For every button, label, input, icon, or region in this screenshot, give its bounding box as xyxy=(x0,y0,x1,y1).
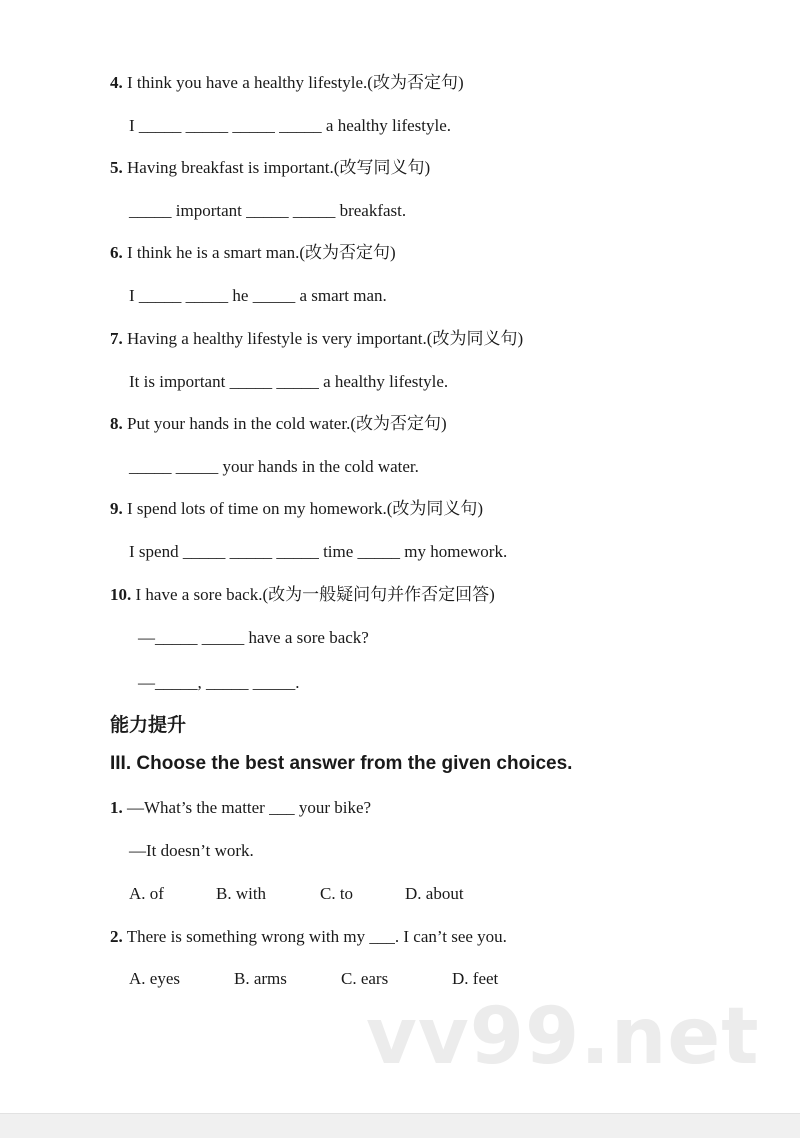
exercise-number: 10. xyxy=(110,585,132,604)
mc-text: There is something wrong with my ___. I can’t see you. xyxy=(122,927,507,946)
exercise-number: 6. xyxy=(110,243,123,262)
exercise-number: 9. xyxy=(110,499,123,518)
exercise-number: 4. xyxy=(110,73,123,92)
exercise-6-answer: I _____ _____ he _____ a smart man. xyxy=(129,286,387,305)
exercise-text: I think you have a healthy lifestyle.(改为否定句) xyxy=(122,73,464,92)
exercise-10-answer-question: —_____ _____ have a sore back? xyxy=(138,628,369,647)
exercise-8-question xyxy=(110,413,447,435)
exercise-text: Put your hands in the cold water.(改为否定句) xyxy=(122,414,447,433)
section-heading-en: III. Choose the best answer from the given choices. xyxy=(110,753,573,774)
exercise-4-answer: I _____ _____ _____ _____ a healthy lifestyle. xyxy=(129,116,452,135)
mc-2-question xyxy=(110,926,507,948)
mc-1-option-c: C. to xyxy=(320,884,354,903)
exercise-7-question xyxy=(110,328,523,350)
mc-1-option-b: B. with xyxy=(216,884,267,903)
exercise-number: 8. xyxy=(110,414,123,433)
mc-1-option-d: D. about xyxy=(405,884,464,903)
exercise-number: 7. xyxy=(110,329,123,348)
exercise-9-answer: I spend _____ _____ _____ time _____ my homework. xyxy=(129,542,508,561)
mc-2-option-c: C. ears xyxy=(341,969,389,988)
section-heading-cn: 能力提升 xyxy=(110,714,187,736)
exercise-9-question xyxy=(110,498,483,520)
mc-number: 2. xyxy=(110,927,123,946)
mc-2-option-d: D. feet xyxy=(452,969,499,988)
mc-2-option-b: B. arms xyxy=(234,969,287,988)
mc-1-question xyxy=(110,797,371,819)
exercise-4-question xyxy=(110,72,464,94)
mc-number: 1. xyxy=(110,798,123,817)
exercise-number: 5. xyxy=(110,158,123,177)
exercise-6-question xyxy=(110,242,396,264)
mc-1-option-a: A. of xyxy=(129,884,164,903)
mc-text: —What’s the matter ___ your bike? xyxy=(122,798,372,817)
mc-1-reply: —It doesn’t work. xyxy=(129,841,254,860)
exercise-text: Having breakfast is important.(改写同义句) xyxy=(122,158,431,177)
page-bottom-edge xyxy=(0,1113,800,1138)
watermark: vv99.net xyxy=(366,992,760,1082)
exercise-10-question xyxy=(110,584,495,606)
mc-2-option-a: A. eyes xyxy=(129,969,180,988)
exercise-text: I spend lots of time on my homework.(改为同义句) xyxy=(122,499,484,518)
exercise-7-answer: It is important _____ _____ a healthy lifestyle. xyxy=(129,372,449,391)
exercise-text: I think he is a smart man.(改为否定句) xyxy=(122,243,396,262)
exercise-5-question xyxy=(110,157,430,179)
exercise-10-answer-reply: —_____, _____ _____. xyxy=(138,673,300,692)
exercise-text: Having a healthy lifestyle is very important.(改为同义句) xyxy=(122,329,524,348)
exercise-8-answer: _____ _____ your hands in the cold water. xyxy=(129,457,419,476)
exercise-5-answer: _____ important _____ _____ breakfast. xyxy=(129,201,407,220)
exercise-text: I have a sore back.(改为一般疑问句并作否定回答) xyxy=(131,585,495,604)
